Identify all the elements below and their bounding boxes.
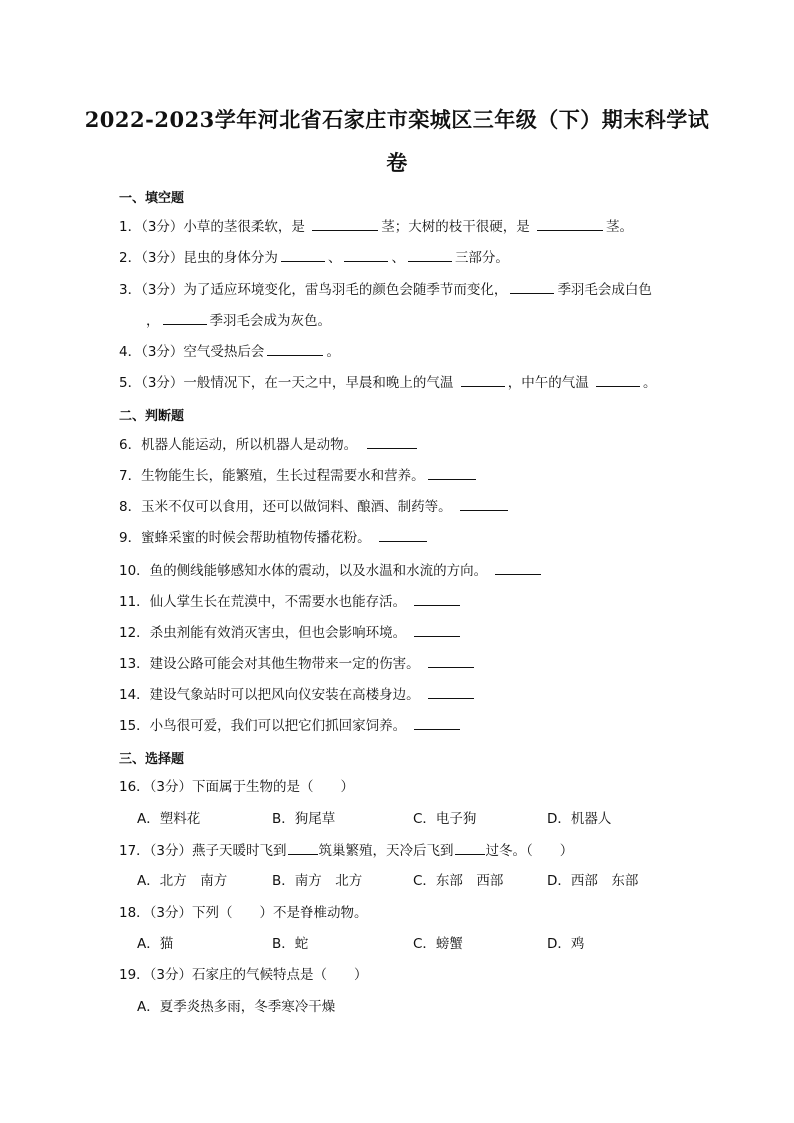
question-5: 5．（3分）一般情况下，在一天之中，早晨和晚上的气温 ，中午的气温 。 xyxy=(119,372,657,393)
answer-blank xyxy=(267,341,323,356)
answer-blank xyxy=(288,840,318,855)
answer-blank xyxy=(461,372,505,387)
q18-option-b: B．蛇 xyxy=(272,936,309,952)
q16-option-b: B．狗尾草 xyxy=(272,811,336,827)
answer-blank xyxy=(460,496,508,511)
question-6: 6．机器人能运动，所以机器人是动物。 xyxy=(119,434,420,455)
section-true-false: 二、判断题 xyxy=(119,409,185,424)
answer-blank xyxy=(379,527,427,542)
question-2: 2．（3分）昆虫的身体分为 、 、 三部分。 xyxy=(119,247,509,268)
question-19: 19．（3分）石家庄的气候特点是（ ） xyxy=(119,967,368,983)
exam-title-line2: 卷 xyxy=(386,150,408,175)
question-14: 14．建设气象站时可以把风向仪安装在高楼身边。 xyxy=(119,684,477,705)
question-18: 18．（3分）下列（ ）不是脊椎动物。 xyxy=(119,905,368,921)
question-8: 8．玉米不仅可以食用，还可以做饲料、酿酒、制药等。 xyxy=(119,496,511,517)
section-fill-in: 一、填空题 xyxy=(119,191,185,206)
q17-option-b: B．南方 北方 xyxy=(272,873,363,889)
q18-option-d: D．鸡 xyxy=(547,936,585,952)
q17-option-d: D．西部 东部 xyxy=(547,873,639,889)
answer-blank xyxy=(312,216,378,231)
q17-option-c: C．东部 西部 xyxy=(413,873,504,889)
question-3: 3．（3分）为了适应环境变化，雷鸟羽毛的颜色会随季节而变化， 季羽毛会成白色 xyxy=(119,279,652,300)
question-12: 12．杀虫剂能有效消灭害虫，但也会影响环境。 xyxy=(119,622,463,643)
q19-option-a: A．夏季炎热多雨，冬季寒冷干燥 xyxy=(137,999,336,1015)
question-3-cont: ， 季羽毛会成为灰色。 xyxy=(146,310,331,331)
question-17: 17．（3分）燕子天暖时飞到 筑巢繁殖，天冷后飞到 过冬。（ ） xyxy=(119,840,573,861)
answer-blank xyxy=(428,465,476,480)
question-16: 16．（3分）下面属于生物的是（ ） xyxy=(119,779,355,795)
answer-blank xyxy=(596,372,640,387)
answer-blank xyxy=(281,247,325,262)
answer-blank xyxy=(414,591,460,606)
q18-option-a: A．猫 xyxy=(137,936,174,952)
answer-blank xyxy=(367,434,417,449)
answer-blank xyxy=(495,560,541,575)
q17-option-a: A．北方 南方 xyxy=(137,873,228,889)
answer-blank xyxy=(414,715,460,730)
question-9: 9．蜜蜂采蜜的时候会帮助植物传播花粉。 xyxy=(119,527,430,548)
answer-blank xyxy=(344,247,388,262)
answer-blank xyxy=(408,247,452,262)
answer-blank xyxy=(428,684,474,699)
answer-blank xyxy=(414,622,460,637)
question-1: 1．（3分）小草的茎很柔软，是 茎；大树的枝干很硬，是 茎。 xyxy=(119,216,633,237)
q18-option-c: C．螃蟹 xyxy=(413,936,463,952)
section-multiple-choice: 三、选择题 xyxy=(119,752,185,767)
question-11: 11．仙人掌生长在荒漠中，不需要水也能存活。 xyxy=(119,591,463,612)
question-13: 13．建设公路可能会对其他生物带来一定的伤害。 xyxy=(119,653,477,674)
answer-blank xyxy=(537,216,603,231)
question-4: 4．（3分）空气受热后会 。 xyxy=(119,341,340,362)
q16-option-a: A．塑料花 xyxy=(137,811,201,827)
answer-blank xyxy=(163,310,207,325)
answer-blank xyxy=(510,279,554,294)
answer-blank xyxy=(428,653,474,668)
question-10: 10．鱼的侧线能够感知水体的震动，以及水温和水流的方向。 xyxy=(119,560,544,581)
answer-blank xyxy=(455,840,485,855)
exam-title-line1: 2022-2023学年河北省石家庄市栾城区三年级（下）期末科学试 xyxy=(84,107,710,132)
question-15: 15．小鸟很可爱，我们可以把它们抓回家饲养。 xyxy=(119,715,463,736)
q16-option-d: D．机器人 xyxy=(547,811,612,827)
q16-option-c: C．电子狗 xyxy=(413,811,477,827)
question-7: 7．生物能生长，能繁殖，生长过程需要水和营养。 xyxy=(119,465,479,486)
